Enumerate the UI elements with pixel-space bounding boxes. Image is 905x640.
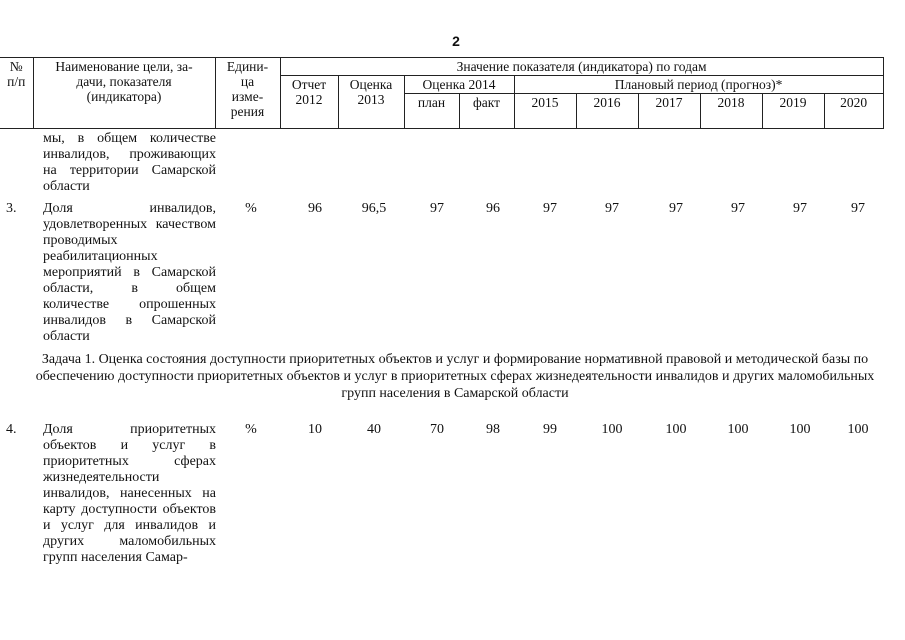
- header-year-2016: 2016: [576, 94, 638, 129]
- row-3-value: 96,5: [361, 201, 387, 216]
- header-report-2012: Отчет 2012: [280, 76, 338, 129]
- row-4-text: Доля приоритетных объектов и услуг в приоритетных сферах жизнедеятельности инвалидов, нанесенных на карту доступности объектов и услуг для инвалидов и других маломобильных групп населения Самар-: [43, 422, 216, 565]
- row-4-value: 70: [430, 422, 444, 437]
- row-3-number: 3.: [6, 201, 17, 216]
- row-3-value: 96: [486, 201, 500, 216]
- header-year-2017: 2017: [638, 94, 700, 129]
- row-4-value: 100: [601, 422, 623, 437]
- row-3-unit: %: [245, 201, 257, 216]
- row-3-value: 97: [605, 201, 619, 216]
- task-1-heading: Задача 1. Оценка состояния доступности приоритетных объектов и услуг и формирование нормативной правовой и методической базы по обеспечению доступности приоритетных объектов и услуг в приоритетных сферах жизнедеятельности инвалидов и других маломобильных групп населения в Самарской области: [35, 352, 875, 401]
- header-year-2019: 2019: [762, 94, 824, 129]
- row-3-value: 97: [793, 201, 807, 216]
- row-4-value: 10: [308, 422, 322, 437]
- row-3-value: 97: [430, 201, 444, 216]
- row-4-value: 40: [367, 422, 381, 437]
- row-3-value: 97: [731, 201, 745, 216]
- row-4-number: 4.: [6, 422, 17, 437]
- header-estimate-2013: Оценка 2013: [338, 76, 404, 129]
- header-fact: факт: [459, 94, 514, 129]
- row-4-value: 100: [727, 422, 749, 437]
- header-unit: Едини- ца изме- рения: [215, 58, 280, 129]
- header-number: № п/п: [0, 58, 33, 129]
- page-number: 2: [452, 33, 460, 49]
- header-year-2018: 2018: [700, 94, 762, 129]
- header-plan-period: Плановый период (прогноз)*: [514, 76, 883, 94]
- header-year-2020: 2020: [824, 94, 883, 129]
- row-3-text: Доля инвалидов, удовлетворенных качеством проводимых реабилитационных мероприятий в Самарской области, в общем количестве опрошенных инвалидов в Самарской области: [43, 201, 216, 344]
- row-4-value: 98: [486, 422, 500, 437]
- row-4-unit: %: [245, 422, 257, 437]
- row-4-value: 100: [847, 422, 869, 437]
- header-name: Наименование цели, за- дачи, показателя (индикатора): [33, 58, 215, 129]
- indicator-table-header: [0, 57, 884, 129]
- header-values-title: Значение показателя (индикатора) по годам: [280, 58, 883, 76]
- row-3-value: 96: [308, 201, 322, 216]
- row-4-value: 99: [543, 422, 557, 437]
- header-estimate-2014: Оценка 2014: [404, 76, 514, 94]
- row-3-value: 97: [669, 201, 683, 216]
- row-4-value: 100: [665, 422, 687, 437]
- row-4-value: 100: [789, 422, 811, 437]
- row-continued-text: мы, в общем количестве инвалидов, проживающих на территории Самарской области: [43, 131, 216, 194]
- row-3-value: 97: [543, 201, 557, 216]
- header-plan: план: [404, 94, 459, 129]
- row-3-value: 97: [851, 201, 865, 216]
- header-year-2015: 2015: [514, 94, 576, 129]
